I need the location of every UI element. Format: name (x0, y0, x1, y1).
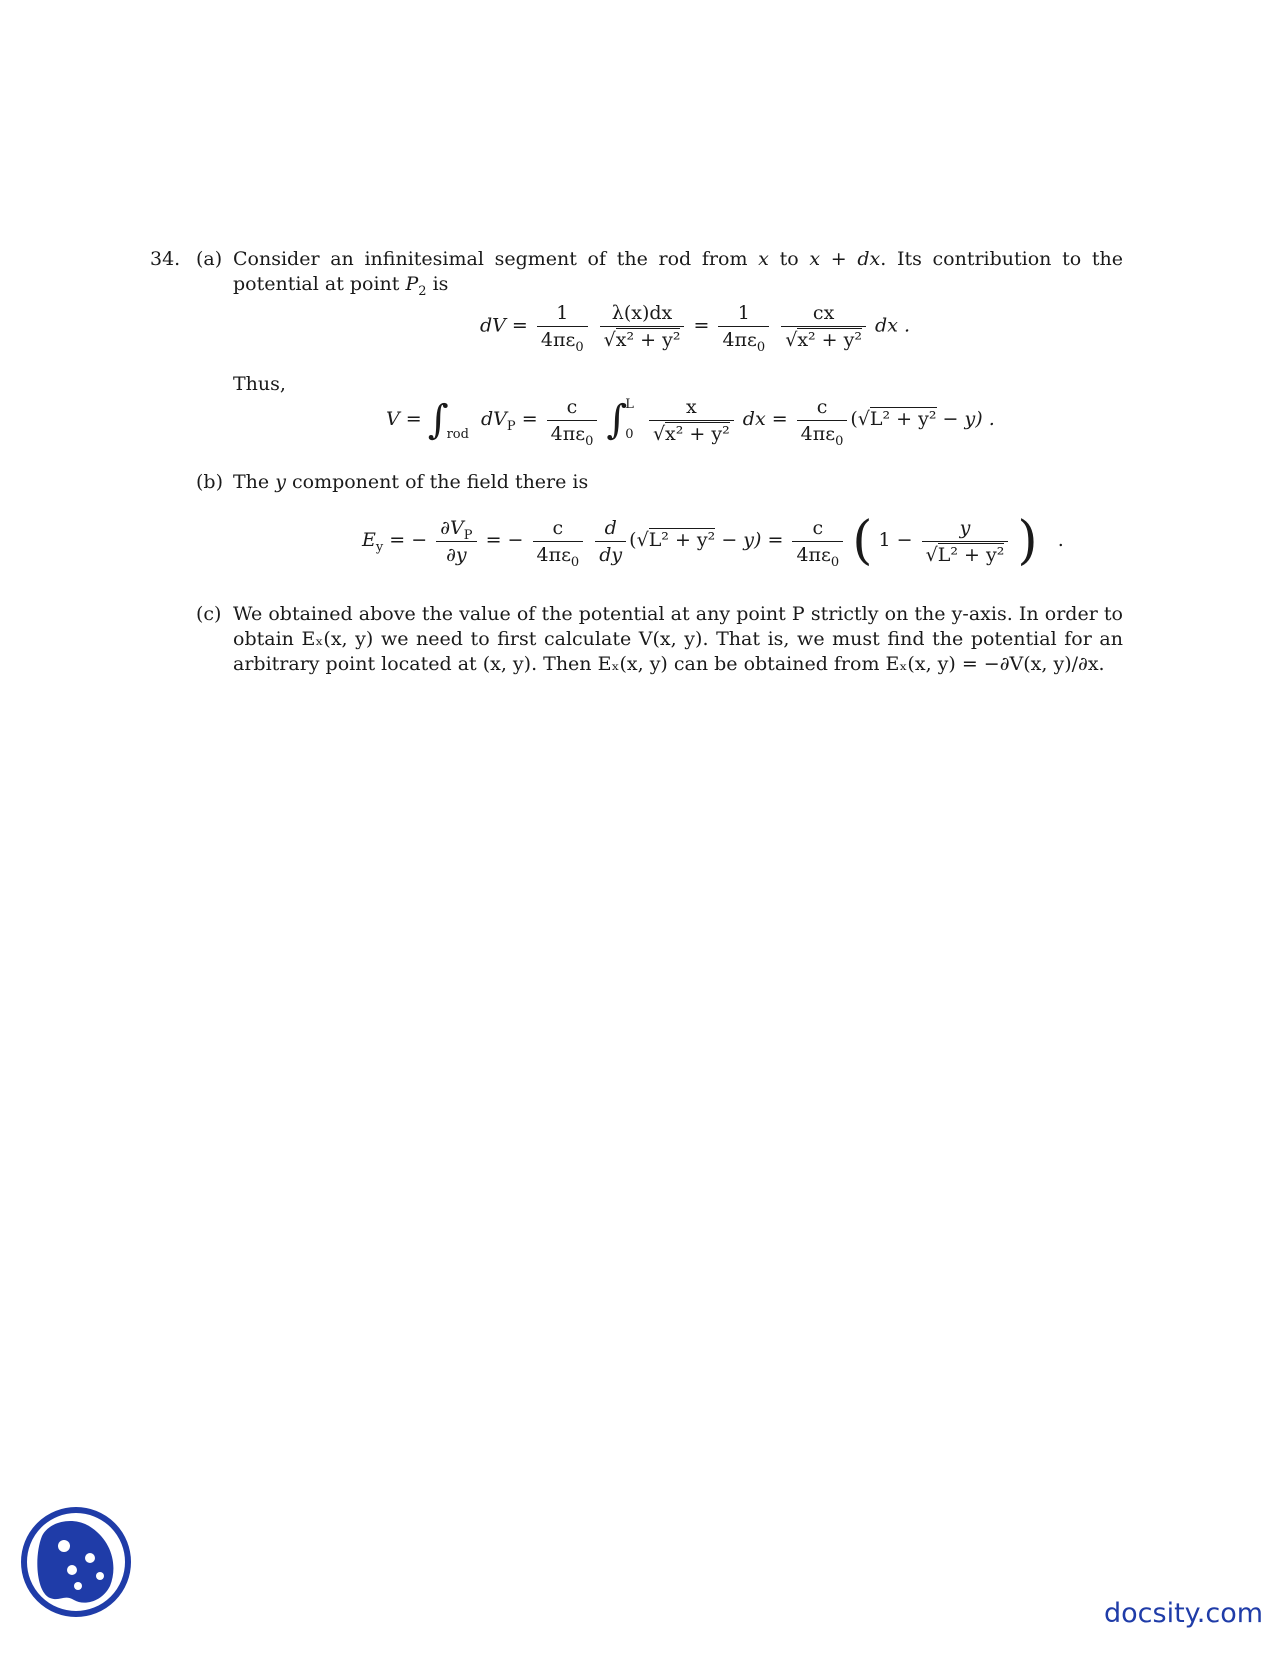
ey-rad: L² + y² (648, 529, 716, 551)
ey-den-2 (533, 542, 584, 570)
point-name: P (405, 273, 419, 295)
v-den-3 (797, 421, 848, 449)
v-frac-3 (797, 395, 848, 449)
docsity-logo-icon[interactable] (20, 1506, 132, 1618)
v-integrand-sub: P (506, 418, 516, 434)
ey-den-2-text: 4πε (536, 543, 571, 566)
eps-sub: 0 (585, 433, 594, 449)
dv-num-1: 1 (537, 302, 588, 327)
v-int2-limits (625, 390, 634, 450)
eps-sub: 0 (835, 433, 844, 449)
ey-end: . (1057, 529, 1064, 551)
ey-one-minus: 1 − (878, 529, 913, 551)
v-int-limits (447, 390, 469, 450)
dv-frac-4 (781, 302, 866, 351)
ey-den-4 (792, 542, 843, 570)
part-b-label: (b) (196, 471, 223, 493)
dv-den-2: √x² + y² (603, 329, 681, 351)
dv-frac-3 (718, 302, 769, 355)
v-lhs: V = (386, 408, 422, 430)
v-mid: dx = (742, 408, 788, 430)
x-plus-dx: x + dx (809, 248, 881, 270)
logo-dot (85, 1553, 95, 1563)
dv-num-4: cx (781, 302, 866, 327)
ey-num-5: y (922, 517, 1009, 542)
problem-number: 34. (150, 248, 181, 270)
dv-tail: dx . (875, 314, 911, 337)
ey-den-1: ∂y (446, 543, 467, 566)
v-den-1-text: 4πε (550, 422, 586, 445)
part-b-text-1: The (233, 471, 270, 493)
dv-den-1 (537, 327, 588, 355)
part-a-text-2: . Its contribution to the potential at point (233, 248, 1123, 295)
ey-frac-1 (436, 517, 476, 566)
text-to: to (779, 248, 799, 270)
dv-num-3: 1 (718, 302, 769, 327)
ey-den-3: dy (599, 543, 623, 566)
logo-dot (96, 1572, 104, 1580)
eps-sub: 0 (830, 554, 840, 570)
part-a-text-1: Consider an infinitesimal segment of the rod from (233, 248, 748, 270)
dv-den-1-text: 4πε (540, 329, 576, 351)
ey-num-3: d (595, 517, 626, 542)
dv-lhs: dV = (480, 314, 528, 337)
text-is: is (432, 273, 449, 295)
dv-den-3-text: 4πε (722, 329, 757, 351)
part-c-text: We obtained above the value of the potential at any point P strictly on the y-axis. In order to obtain Eₓ(x, y) we need to first calculate V(x, y). That is, we must find the potential for an arbitrary point located at (x, y). Then Eₓ(x, y) can be obtained from Eₓ(x, y) = −∂V(x, y)/∂x. (233, 603, 1123, 675)
integral-sign: ∫ (427, 397, 449, 443)
v-rad-2: x² + y² (665, 422, 730, 445)
v-int-lower: rod (446, 427, 469, 442)
ey-mid: − y) = (721, 529, 784, 551)
integral-sign: ∫ (606, 397, 628, 443)
equation-dv (480, 302, 911, 355)
ey-eq1: = − (389, 529, 428, 551)
v-eq1: = (521, 408, 538, 430)
equation-v: V = ∫ rod $dV_P$ = $\frac{c}{4\pi\varepsilon_0}$ ∫L 0 $\frac{x}{\text{√x² + y²}}$ dx = $\frac{c}{4\pi\varepsilon_0}$ (√L² + y² − y) . (386, 390, 995, 450)
dv-den-3 (718, 327, 769, 355)
dv-num-2: λ(x)dx (600, 302, 685, 327)
dv-frac-1 (537, 302, 588, 355)
logo-dot (58, 1540, 70, 1552)
dv-rad-2: x² + y² (615, 329, 681, 351)
v-den-1 (547, 421, 598, 449)
ey-num-1-text: ∂V (440, 516, 464, 539)
part-a-label: (a) (196, 248, 223, 270)
ey-rad-5: L² + y² (937, 543, 1005, 566)
docsity-brand-link[interactable]: docsity.com (1104, 1598, 1264, 1629)
ey-frac-5 (922, 517, 1009, 566)
logo-dot (74, 1582, 82, 1590)
ey-frac-3 (595, 517, 626, 566)
var-x: x (758, 248, 769, 270)
v-num-3: c (797, 396, 848, 421)
ey-num-1-sub: P (463, 527, 473, 543)
v-tail-rad: L² + y² (869, 408, 937, 430)
ey-eq2: = − (485, 529, 524, 551)
ey-lhs: E (362, 529, 376, 551)
ey-num-4: c (792, 517, 843, 542)
ey-frac-2 (533, 516, 584, 570)
left-paren: ( (852, 511, 873, 571)
v-den-3-text: 4πε (800, 422, 836, 445)
eps-sub: 0 (570, 554, 580, 570)
v-integrand: dV (481, 408, 507, 430)
equation-ey: $E_y$ = − $\frac{\partial V_P}{\partial y}$ = − $\frac{c}{4\pi\varepsilon_0}$ $\frac{d}{dy}$ (√L² + y² − y) = $\frac{c}{4\pi\varepsilon_0}$ ( 1 − $\frac{y}{\text{√L² + y²}}$ ) . (362, 511, 1064, 571)
ey-lhs-sub: y (375, 539, 384, 555)
dv-rad-4: x² + y² (797, 329, 862, 351)
dv-eq: = (693, 314, 710, 337)
v-num-2: x (649, 396, 734, 421)
ey-den-4-text: 4πε (796, 543, 831, 566)
thus-text: Thus, (233, 373, 286, 395)
ey-num-2: c (533, 517, 584, 542)
var-y: y (275, 471, 286, 493)
part-b-text-2: component of the field there is (291, 471, 589, 493)
logo-dot (67, 1565, 77, 1575)
part-b-text (233, 470, 588, 495)
part-c-label: (c) (196, 603, 222, 625)
v-frac-2 (649, 396, 734, 445)
part-a-text (233, 247, 1123, 297)
v-int2-lower: 0 (625, 427, 634, 442)
v-tail-end: − y) . (942, 408, 995, 430)
v-den-2: √x² + y² (652, 422, 730, 445)
ey-den-5: √L² + y² (925, 543, 1005, 566)
v-int2-upper: L (625, 397, 634, 412)
right-paren: ) (1017, 511, 1038, 571)
ey-frac-4 (792, 516, 843, 570)
dv-den-4: √x² + y² (785, 329, 862, 351)
eps-sub: 0 (756, 339, 766, 355)
ey-num-1 (436, 517, 476, 542)
eps-sub: 0 (575, 339, 584, 355)
v-frac-1 (547, 395, 598, 449)
dv-frac-2 (600, 302, 685, 351)
v-num-1: c (547, 396, 598, 421)
point-sub: 2 (418, 283, 427, 299)
